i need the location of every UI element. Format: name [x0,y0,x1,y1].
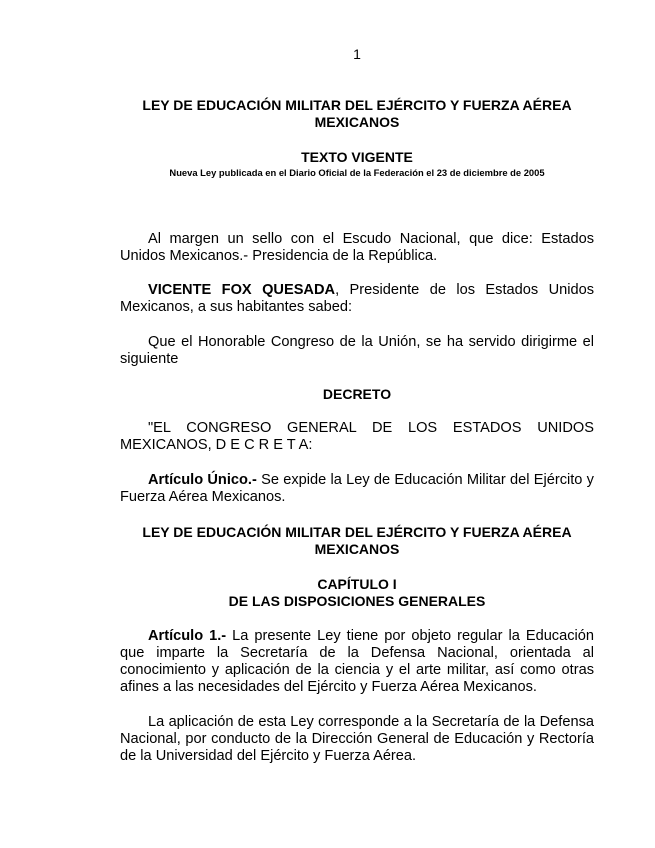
page-number: 1 [353,46,361,62]
president-paragraph [120,282,594,316]
seal-paragraph: Al margen un sello con el Escudo Nacional, que dice: Estados Unidos Mexicanos.- Presidencia de la República. [120,231,594,264]
chapter-title: DE LAS DISPOSICIONES GENERALES [228,593,486,609]
president-name: VICENTE FOX QUESADA [148,282,336,298]
article-1-second-paragraph: La aplicación de esta Ley corresponde a la Secretaría de la Defensa Nacional, por conducto de la Dirección General de Educación y Rectoría de la Universidad del Ejército y Fuerza Aérea. [120,714,594,764]
article-1-text: La presente Ley tiene por objeto regular la Educación que imparte la Secretaría de la Defensa Nacional, orientada al conocimiento y aplicación de la ciencia y el arte militar, así como otras afines a las necesidades del Ejército y Fuerza Aérea Mexicanos. [120,628,594,695]
status-heading: TEXTO VIGENTE [301,149,413,165]
article-1-paragraph [120,628,594,696]
president-text: , Presidente de los Estados Unidos Mexicanos, a sus habitantes sabed: [120,282,594,315]
congress-paragraph: Que el Honorable Congreso de la Unión, se ha servido dirigirme el siguiente [120,334,594,367]
article-unique-text: Se expide la Ley de Educación Militar del Ejército y Fuerza Aérea Mexicanos. [120,472,594,505]
article-1-label: Artículo 1.- [148,628,227,644]
article-unique-label: Artículo Único.- [148,472,257,488]
decree-paragraph: "EL CONGRESO GENERAL DE LOS ESTADOS UNIDOS MEXICANOS, D E C R E T A: [120,420,594,453]
chapter-number: CAPÍTULO I [317,576,397,592]
law-title [120,524,594,558]
decree-heading: DECRETO [322,386,392,402]
law-title-line1: LEY DE EDUCACIÓN MILITAR DEL EJÉRCITO Y FUERZA AÉREA [142,524,572,540]
publication-note: Nueva Ley publicada en el Diario Oficial de la Federación el 23 de diciembre de 2005 [169,167,545,178]
document-title-line1: LEY DE EDUCACIÓN MILITAR DEL EJÉRCITO Y FUERZA AÉREA [142,97,572,113]
chapter-heading [120,576,594,610]
law-title-line2: MEXICANOS [314,541,400,557]
article-unique-paragraph [120,472,594,506]
document-title [120,97,594,131]
document-title-line2: MEXICANOS [314,114,400,130]
